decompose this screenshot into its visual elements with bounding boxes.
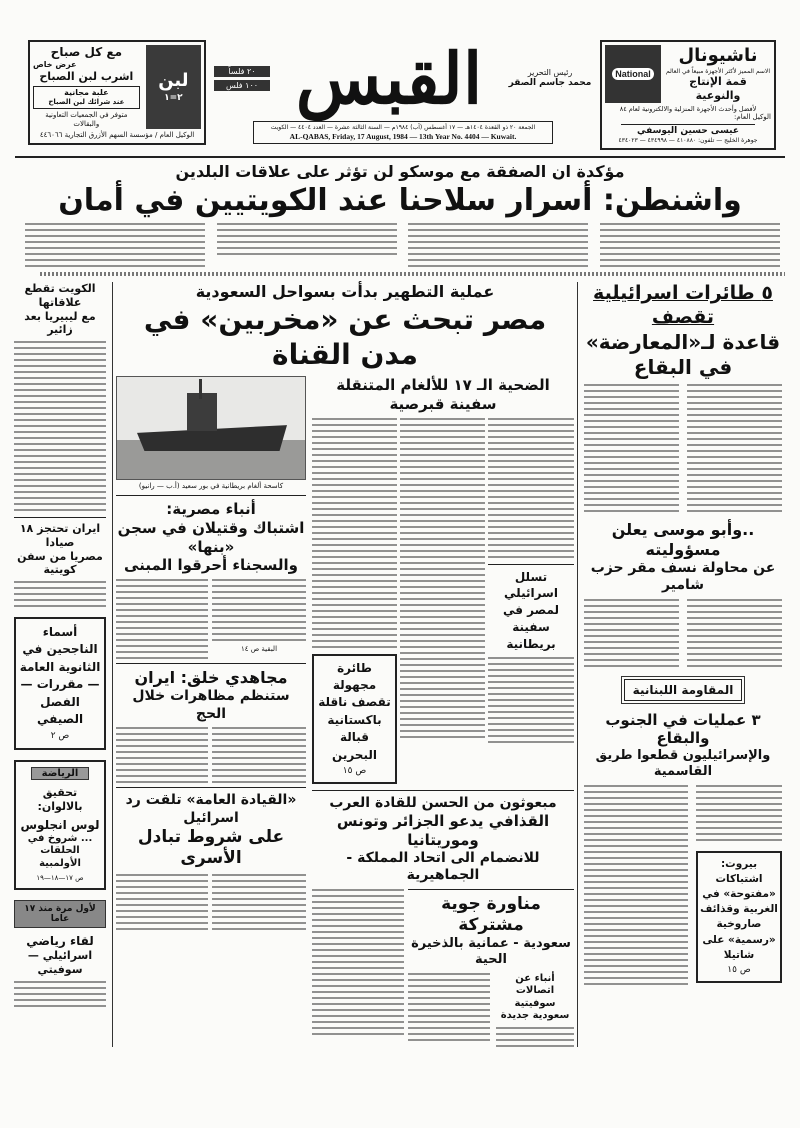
first-time-banner: لأول مرة منذ ١٧ عاما xyxy=(14,900,106,928)
dateline-box: الجمعة ٢٠ ذو القعدة ١٤٠٤هـ — ١٧ أغسطس (آب) ١٩٨٤م — السنة الثالثة عشرة — العدد ٤٤٠٤ — الكويت AL-QABAS, Friday, 17 August, 1984 — 13th Year No. 4404 — Kuwait. xyxy=(253,121,553,144)
egypt-headline: مصر تبحث عن «مخربين» في مدن القناة xyxy=(143,303,547,372)
section-divider xyxy=(40,272,785,276)
lead-body-col-3 xyxy=(217,223,397,259)
sports-box: الرياضة تحقيق بالالوان: لوس انجلوس ... شروخ في الحلقات الأولمبية ص ١٧—١٨—١٩ xyxy=(14,760,106,890)
article-body-text xyxy=(116,727,208,783)
body-columns xyxy=(0,282,800,1047)
minesweeper-photo xyxy=(116,376,306,480)
egypt-kicker: عملية التطهير بدأت بسواحل السعودية xyxy=(195,282,495,302)
ad-product-carton: لبن ٢=١ xyxy=(146,45,201,129)
lead-body-col-2 xyxy=(408,223,588,267)
egypt-subhead: الضحية الـ ١٧ للألغام المتنقلة سفينة قبرصية xyxy=(336,376,550,413)
lead-body-col-1 xyxy=(600,223,780,267)
editor-name: محمد جاسم الصقر xyxy=(508,78,592,89)
lead-kicker: مؤكدة ان الصفقة مع موسكو لن تؤثر على علاقات البلدين xyxy=(175,161,625,181)
article-body-text xyxy=(584,785,688,985)
article-body-text xyxy=(116,579,208,659)
lebanese-resistance-label: المقاومة اللبنانية xyxy=(624,679,743,701)
article-body-text xyxy=(212,727,306,783)
article-body-text xyxy=(408,973,490,1043)
article-body-text xyxy=(687,599,782,669)
newspaper-logo: القبس xyxy=(295,37,483,120)
price-box-2: ١٠٠ فلس xyxy=(214,80,270,91)
exam-results-box: أسماء الناجحين في الثانوية العامة — مقررات — الفصل الصيفي ص ٢ xyxy=(14,617,106,750)
article-body-text xyxy=(14,341,106,511)
ad-offer-box: علبة مجانية عند شرائك لبن الصباح xyxy=(33,86,140,109)
article-body-text xyxy=(488,657,574,747)
price-box-1: ٢٠ فلساً xyxy=(214,66,270,77)
article-body-text xyxy=(116,874,208,934)
article-body-text xyxy=(496,1027,574,1047)
article-body-text xyxy=(212,579,306,645)
left-column: الكويت تقطع علاقاتها مع ليبيريا بعد زائير ايران تحتجز ١٨ صيادا مصريا من سفن كويتية أسماء الناجحين في الثانوية العامة — مقررات — الفصل الصيفي ص ٢ الرياضة تحقيق بالالوان: لوس انجلوس ... شروخ في الحلقات الأولمبية ص ١٧—١٨—١٩ لأول مرة منذ ١٧ عاما لقاء رياضي اسرائيلي — سوفيتي xyxy=(14,282,106,1011)
article-body-text xyxy=(584,599,679,669)
lead-headline: واشنطن: أسرار سلاحنا عند الكويتيين في أمان xyxy=(58,182,742,218)
national-logo: National xyxy=(605,45,661,103)
editor-label: رئيس التحرير xyxy=(527,67,573,77)
lead-body-col-4 xyxy=(25,223,205,267)
article-body-text xyxy=(488,418,574,558)
article-body-text xyxy=(14,581,106,611)
article-body-text xyxy=(696,785,782,845)
beirut-box: بيروت: اشتباكات «مفتوحة» في الغربية وقذائف صاروخية «رسمية» على شاتيلا ص ١٥ xyxy=(696,851,782,983)
photo-caption: كاسحة ألغام بريطانية في بور سعيد (أ.ب — رانيو) xyxy=(138,482,284,491)
sports-label: الرياضة xyxy=(31,767,89,780)
article-body-text xyxy=(14,981,106,1011)
article-body-text xyxy=(584,384,679,514)
article-body-text xyxy=(312,889,404,1039)
ad-national: National ناشيونال الاسم المميز لأكثر الأجهزة مبيعاً في العالم قمة الإنتاج والنوعية لأفضل وأحدث الأجهزة المنزلية والالكترونية لعام ٨٤ الوكيل العام: عيسى حسين اليوسفي جوهرة الخليج — تلفون: ٤١٠٨٨٠ — ٤٣٤٩٩٨ — ٤٣٤٠٢٣ xyxy=(600,40,776,150)
article-body-text xyxy=(312,418,397,648)
article-body-text xyxy=(212,874,306,934)
right-column: ٥ طائرات اسرائيلية تقصف قاعدة لـ«المعارضة» في البقاع ..وأبو موسى يعلن مسؤوليته عن محاولة نسف مقر حزب شامير المقاومة اللبنانية ٣ عمليات في الجنوب والبقاع والإسرائيليون قطعوا طريق القاسمية بيروت: اشتباكات «مفتوحة» في الغربية وقذائف صاروخية «رسمية» على شاتيلا ص ١٥ xyxy=(584,282,782,985)
ad-laban-alsabah: مع كل صباح عرض خاص اشرب لبن الصباح علبة مجانية عند شرائك لبن الصباح متوفر في الجمعيات التعاونية والبقالات لبن ٢=١ الوكيل العام / مؤسسة السهم الأزرق التجارية ٤٤٦٠٦٦ xyxy=(28,40,206,145)
masthead xyxy=(206,37,600,144)
article-body-text xyxy=(400,418,485,738)
tanker-box: طائرة مجهولة تقصف ناقلة باكستانية قبالة البحرين ص ١٥ xyxy=(312,654,397,784)
header-row xyxy=(0,37,800,150)
article-body-text xyxy=(687,384,782,514)
center-section: عملية التطهير بدأت بسواحل السعودية مصر تبحث عن «مخربين» في مدن القناة كاسحة ألغام بريطانية في بور سعيد (أ.ب — رانيو) أنباء مصرية: اشتباك وقتيلان في سجن «بنها» والسجناء أحرقوا المبنى البقية ص ١٤ مجاهدي خلق: ايران ستنظم مظاهرات خلال الحج «القيادة العامة» تلقت رد اسرائيل على شروط تبادل الأسرى الضحية الـ ١٧ للألغام المتنقلة سفينة قبرصية طائرة مجهولة تقصف ناقلة باكستانية قبالة البحرين ص ١٥ تسلل اسرائيلي لمصر في سفينة بريطانية مبعوثون من الحسن للقادة العرب القذافي يدعو الجزائر وتونس وموريتانيا للانضمام الى اتحاد المملكة - الجماهيرية مناورة جوية مشتركة سعودية - عمانية بالذخيرة الحية أنباء عن اتصالات سوفيتية سعودية جديدة xyxy=(112,282,578,1047)
